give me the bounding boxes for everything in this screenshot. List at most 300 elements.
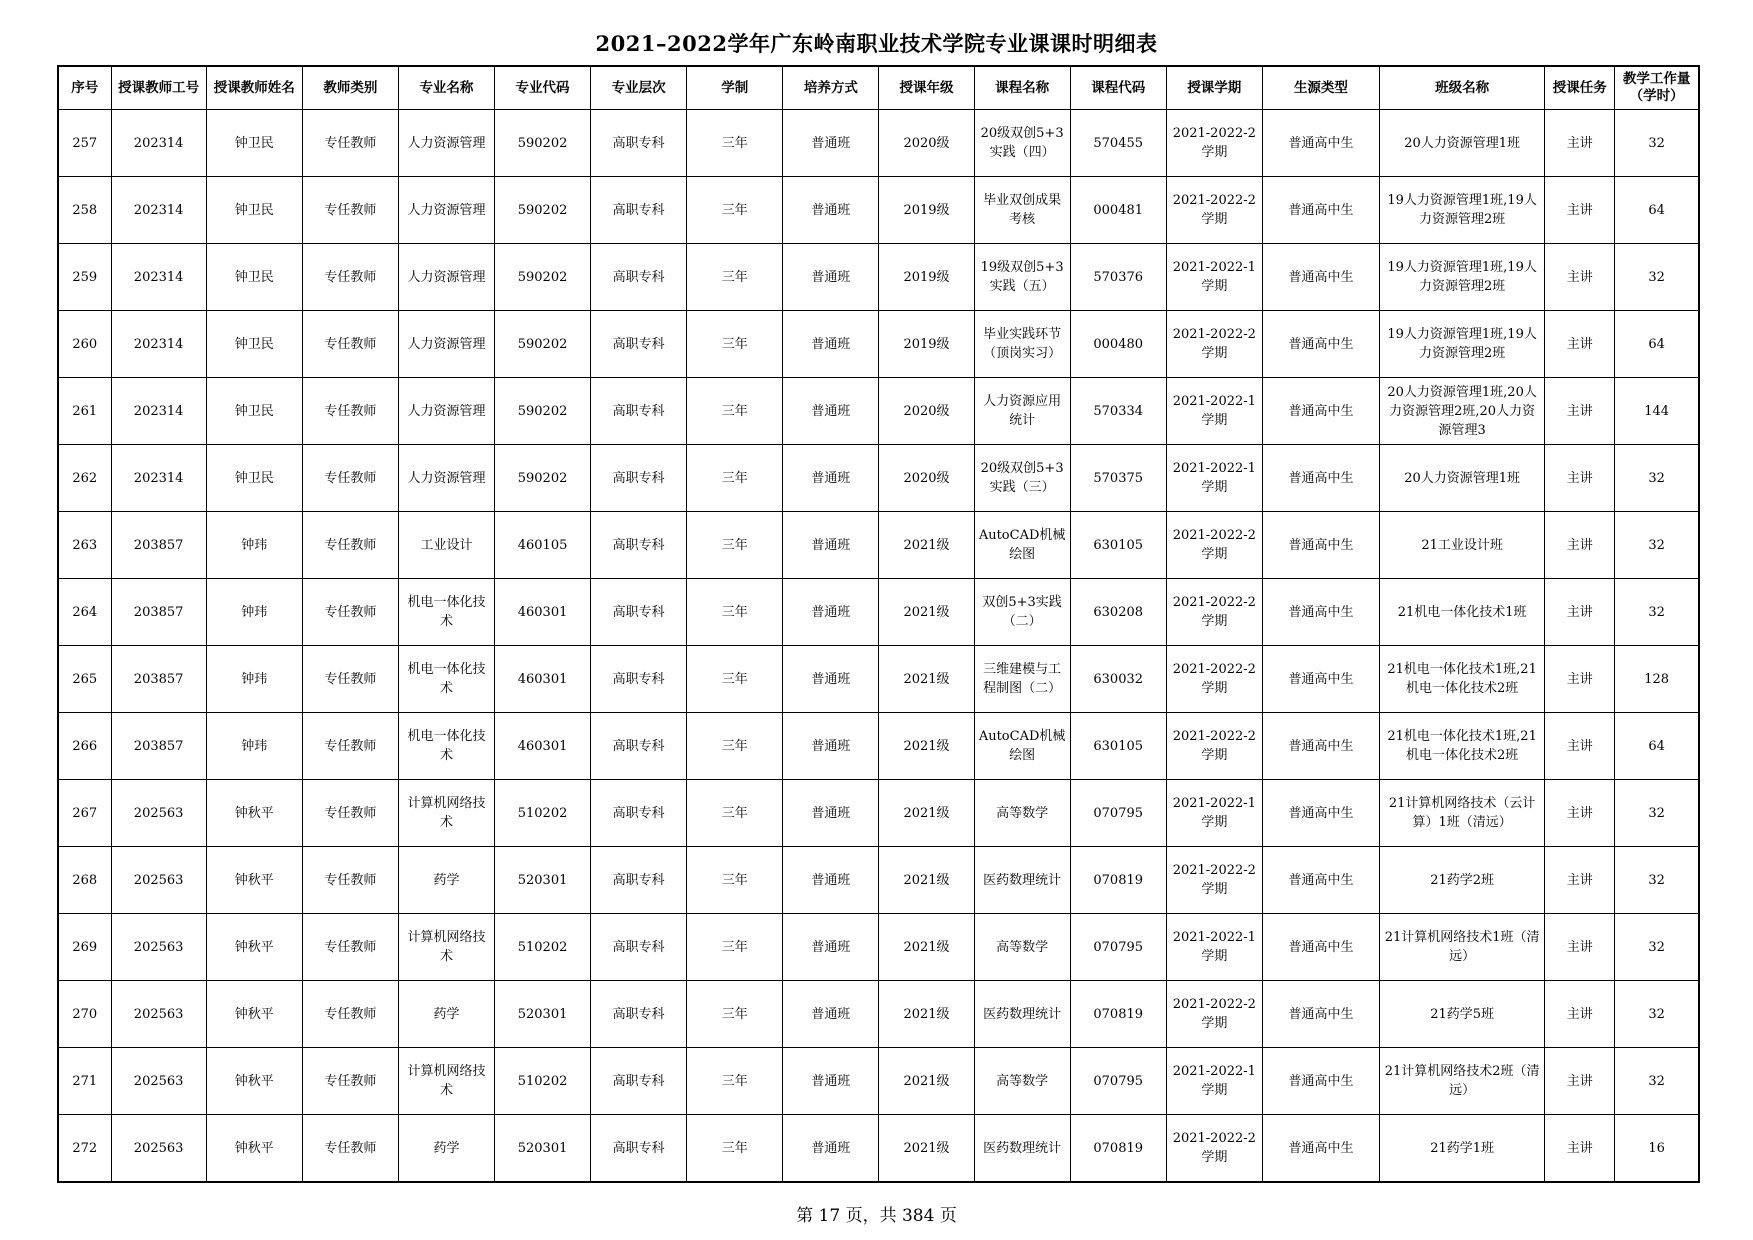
table-cell: 202314: [111, 378, 206, 445]
table-cell: 2021级: [879, 981, 974, 1048]
table-cell: 20人力资源管理1班: [1380, 110, 1545, 177]
table-cell: 主讲: [1545, 914, 1615, 981]
table-cell: 三年: [687, 713, 783, 780]
table-cell: 高职专科: [591, 512, 687, 579]
table-cell: 2021-2022-1学期: [1166, 1048, 1262, 1115]
table-cell: 2021-2022-1学期: [1166, 780, 1262, 847]
table-cell: 590202: [495, 378, 591, 445]
table-cell: 普通高中生: [1262, 177, 1379, 244]
table-cell: 主讲: [1545, 445, 1615, 512]
table-cell: 高职专科: [591, 579, 687, 646]
table-cell: 高职专科: [591, 713, 687, 780]
table-cell: 570334: [1070, 378, 1166, 445]
table-cell: 520301: [495, 1115, 591, 1183]
table-cell: 590202: [495, 311, 591, 378]
table-cell: 主讲: [1545, 579, 1615, 646]
table-cell: 265: [58, 646, 111, 713]
table-cell: 070819: [1070, 1115, 1166, 1183]
table-cell: 202314: [111, 244, 206, 311]
table-cell: 32: [1615, 847, 1699, 914]
column-header: 培养方式: [783, 66, 879, 110]
table-cell: 医药数理统计: [974, 1115, 1070, 1183]
table-cell: 202314: [111, 311, 206, 378]
table-cell: 2021-2022-2学期: [1166, 646, 1262, 713]
table-cell: 高等数学: [974, 780, 1070, 847]
column-header: 授课教师姓名: [206, 66, 302, 110]
table-cell: 人力资源应用统计: [974, 378, 1070, 445]
table-cell: 普通班: [783, 378, 879, 445]
table-cell: 21机电一体化技术1班,21机电一体化技术2班: [1380, 646, 1545, 713]
table-cell: 专任教师: [302, 713, 398, 780]
table-cell: 202563: [111, 847, 206, 914]
column-header: 班级名称: [1380, 66, 1545, 110]
table-cell: 460301: [495, 713, 591, 780]
table-cell: 钟秋平: [206, 1115, 302, 1183]
column-header: 授课任务: [1545, 66, 1615, 110]
table-cell: 19人力资源管理1班,19人力资源管理2班: [1380, 244, 1545, 311]
table-cell: 普通高中生: [1262, 981, 1379, 1048]
table-cell: 520301: [495, 847, 591, 914]
table-cell: 钟秋平: [206, 780, 302, 847]
table-cell: 高职专科: [591, 981, 687, 1048]
column-header: 授课学期: [1166, 66, 1262, 110]
table-cell: 专任教师: [302, 579, 398, 646]
table-cell: 2021-2022-2学期: [1166, 177, 1262, 244]
table-cell: 三年: [687, 646, 783, 713]
table-cell: 2021-2022-2学期: [1166, 311, 1262, 378]
table-header-row: [58, 66, 1699, 110]
table-cell: 2021-2022-2学期: [1166, 1115, 1262, 1183]
table-cell: 专任教师: [302, 177, 398, 244]
table-cell: 266: [58, 713, 111, 780]
table-cell: 259: [58, 244, 111, 311]
table-cell: 三年: [687, 445, 783, 512]
table-row: [58, 244, 1699, 311]
table-cell: 630105: [1070, 713, 1166, 780]
table-cell: 主讲: [1545, 713, 1615, 780]
table-row: [58, 512, 1699, 579]
table-cell: 普通班: [783, 512, 879, 579]
table-cell: 普通班: [783, 981, 879, 1048]
table-cell: 070819: [1070, 981, 1166, 1048]
table-cell: 2021级: [879, 579, 974, 646]
table-cell: 20级双创5+3实践（三）: [974, 445, 1070, 512]
table-cell: 普通班: [783, 914, 879, 981]
table-cell: 人力资源管理: [398, 177, 494, 244]
table-cell: 主讲: [1545, 780, 1615, 847]
table-cell: 21机电一体化技术1班,21机电一体化技术2班: [1380, 713, 1545, 780]
table-cell: 高职专科: [591, 110, 687, 177]
column-header: 课程名称: [974, 66, 1070, 110]
table-row: [58, 311, 1699, 378]
column-header: 授课教师工号: [111, 66, 206, 110]
table-cell: 专任教师: [302, 981, 398, 1048]
table-cell: 普通高中生: [1262, 646, 1379, 713]
table-cell: 2021-2022-2学期: [1166, 713, 1262, 780]
table-cell: 202563: [111, 914, 206, 981]
table-row: [58, 110, 1699, 177]
table-cell: 2020级: [879, 378, 974, 445]
table-cell: 202314: [111, 177, 206, 244]
table-cell: 260: [58, 311, 111, 378]
table-cell: 520301: [495, 981, 591, 1048]
table-cell: 主讲: [1545, 110, 1615, 177]
table-cell: 2021级: [879, 646, 974, 713]
table-row: [58, 780, 1699, 847]
table-cell: 计算机网络技术: [398, 780, 494, 847]
table-cell: 570455: [1070, 110, 1166, 177]
table-cell: 32: [1615, 244, 1699, 311]
table-row: [58, 177, 1699, 244]
table-cell: 2019级: [879, 244, 974, 311]
table-cell: 2021-2022-2学期: [1166, 110, 1262, 177]
table-cell: 460301: [495, 579, 591, 646]
table-cell: 2019级: [879, 311, 974, 378]
table-cell: 人力资源管理: [398, 311, 494, 378]
table-cell: 高职专科: [591, 378, 687, 445]
table-cell: AutoCAD机械绘图: [974, 713, 1070, 780]
table-cell: 钟卫民: [206, 110, 302, 177]
table-cell: 普通班: [783, 244, 879, 311]
table-cell: 264: [58, 579, 111, 646]
table-cell: 460105: [495, 512, 591, 579]
table-cell: 三年: [687, 512, 783, 579]
table-cell: 21药学2班: [1380, 847, 1545, 914]
table-cell: 高职专科: [591, 445, 687, 512]
table-cell: 三年: [687, 579, 783, 646]
table-row: [58, 914, 1699, 981]
table-cell: 2021-2022-1学期: [1166, 445, 1262, 512]
table-cell: 钟玮: [206, 579, 302, 646]
table-row: [58, 646, 1699, 713]
table-cell: 144: [1615, 378, 1699, 445]
table-cell: 2021级: [879, 713, 974, 780]
table-cell: 高职专科: [591, 914, 687, 981]
table-cell: 19级双创5+3实践（五）: [974, 244, 1070, 311]
table-cell: 21计算机网络技术2班（清远）: [1380, 1048, 1545, 1115]
table-row: [58, 981, 1699, 1048]
table-cell: 三年: [687, 110, 783, 177]
table-cell: 19人力资源管理1班,19人力资源管理2班: [1380, 311, 1545, 378]
table-cell: 钟卫民: [206, 378, 302, 445]
table-cell: 高职专科: [591, 847, 687, 914]
table-cell: 高职专科: [591, 780, 687, 847]
table-cell: 262: [58, 445, 111, 512]
table-cell: 三年: [687, 378, 783, 445]
table-cell: 000481: [1070, 177, 1166, 244]
table-cell: 主讲: [1545, 512, 1615, 579]
table-cell: 普通班: [783, 780, 879, 847]
table-cell: 257: [58, 110, 111, 177]
table-cell: 普通高中生: [1262, 512, 1379, 579]
table-cell: 203857: [111, 579, 206, 646]
table-cell: 三年: [687, 311, 783, 378]
table-cell: 2021-2022-2学期: [1166, 579, 1262, 646]
table-row: [58, 378, 1699, 445]
table-cell: 202563: [111, 1115, 206, 1183]
table-cell: 普通班: [783, 311, 879, 378]
table-cell: 钟秋平: [206, 847, 302, 914]
table-row: [58, 713, 1699, 780]
table-row: [58, 1048, 1699, 1115]
table-cell: 医药数理统计: [974, 981, 1070, 1048]
table-cell: 主讲: [1545, 847, 1615, 914]
table-cell: 钟卫民: [206, 445, 302, 512]
table-cell: AutoCAD机械绘图: [974, 512, 1070, 579]
table-cell: 510202: [495, 1048, 591, 1115]
table-cell: 203857: [111, 713, 206, 780]
table-cell: 普通班: [783, 579, 879, 646]
table-cell: 64: [1615, 177, 1699, 244]
table-cell: 三年: [687, 244, 783, 311]
table-cell: 计算机网络技术: [398, 914, 494, 981]
table-cell: 人力资源管理: [398, 445, 494, 512]
table-cell: 32: [1615, 981, 1699, 1048]
table-cell: 263: [58, 512, 111, 579]
table-cell: 21药学1班: [1380, 1115, 1545, 1183]
table-cell: 计算机网络技术: [398, 1048, 494, 1115]
document-title: 2021–2022学年广东岭南职业技术学院专业课课时明细表: [595, 31, 1158, 56]
table-cell: 20级双创5+3实践（四）: [974, 110, 1070, 177]
table-cell: 普通高中生: [1262, 713, 1379, 780]
table-cell: 590202: [495, 110, 591, 177]
table-cell: 2021-2022-2学期: [1166, 981, 1262, 1048]
table-cell: 32: [1615, 110, 1699, 177]
table-cell: 三年: [687, 1048, 783, 1115]
column-header: 专业层次: [591, 66, 687, 110]
table-cell: 钟秋平: [206, 1048, 302, 1115]
table-cell: 普通班: [783, 847, 879, 914]
table-cell: 2021-2022-1学期: [1166, 244, 1262, 311]
table-cell: 21机电一体化技术1班: [1380, 579, 1545, 646]
table-cell: 高等数学: [974, 1048, 1070, 1115]
table-cell: 钟玮: [206, 713, 302, 780]
table-cell: 医药数理统计: [974, 847, 1070, 914]
table-cell: 2021级: [879, 914, 974, 981]
table-cell: 普通高中生: [1262, 1048, 1379, 1115]
table-cell: 三年: [687, 177, 783, 244]
table-cell: 570376: [1070, 244, 1166, 311]
table-cell: 070795: [1070, 780, 1166, 847]
table-cell: 32: [1615, 1048, 1699, 1115]
table-cell: 三年: [687, 847, 783, 914]
table-cell: 三维建模与工程制图（二）: [974, 646, 1070, 713]
table-cell: 20人力资源管理1班: [1380, 445, 1545, 512]
table-cell: 专任教师: [302, 311, 398, 378]
table-cell: 272: [58, 1115, 111, 1183]
table-cell: 普通高中生: [1262, 914, 1379, 981]
table-cell: 32: [1615, 914, 1699, 981]
table-cell: 主讲: [1545, 378, 1615, 445]
table-cell: 000480: [1070, 311, 1166, 378]
table-cell: 主讲: [1545, 646, 1615, 713]
table-cell: 三年: [687, 1115, 783, 1183]
course-hours-table: [57, 65, 1700, 1183]
table-cell: 258: [58, 177, 111, 244]
table-cell: 203857: [111, 512, 206, 579]
table-cell: 21计算机网络技术（云计算）1班（清远）: [1380, 780, 1545, 847]
table-cell: 专任教师: [302, 378, 398, 445]
table-row: [58, 579, 1699, 646]
table-cell: 2021-2022-2学期: [1166, 512, 1262, 579]
table-cell: 202563: [111, 780, 206, 847]
column-header: 序号: [58, 66, 111, 110]
table-cell: 普通高中生: [1262, 579, 1379, 646]
table-cell: 专任教师: [302, 1048, 398, 1115]
table-cell: 专任教师: [302, 445, 398, 512]
table-cell: 510202: [495, 780, 591, 847]
table-cell: 专任教师: [302, 646, 398, 713]
table-cell: 2021级: [879, 847, 974, 914]
column-header: 生源类型: [1262, 66, 1379, 110]
table-cell: 32: [1615, 512, 1699, 579]
table-cell: 药学: [398, 981, 494, 1048]
table-cell: 630032: [1070, 646, 1166, 713]
table-cell: 32: [1615, 579, 1699, 646]
table-cell: 270: [58, 981, 111, 1048]
table-cell: 2021-2022-1学期: [1166, 378, 1262, 445]
table-cell: 普通高中生: [1262, 780, 1379, 847]
table-cell: 630208: [1070, 579, 1166, 646]
table-cell: 钟卫民: [206, 244, 302, 311]
table-cell: 钟秋平: [206, 981, 302, 1048]
table-cell: 32: [1615, 780, 1699, 847]
table-cell: 普通高中生: [1262, 311, 1379, 378]
table-cell: 510202: [495, 914, 591, 981]
table-cell: 2020级: [879, 445, 974, 512]
table-cell: 专任教师: [302, 780, 398, 847]
table-cell: 主讲: [1545, 981, 1615, 1048]
table-cell: 主讲: [1545, 1115, 1615, 1183]
table-cell: 工业设计: [398, 512, 494, 579]
table-cell: 钟卫民: [206, 177, 302, 244]
table-cell: 普通高中生: [1262, 445, 1379, 512]
table-cell: 高职专科: [591, 244, 687, 311]
table-cell: 202314: [111, 110, 206, 177]
table-cell: 普通班: [783, 110, 879, 177]
table-cell: 钟秋平: [206, 914, 302, 981]
table-cell: 高职专科: [591, 1115, 687, 1183]
table-cell: 570375: [1070, 445, 1166, 512]
table-cell: 2019级: [879, 177, 974, 244]
column-header: 课程代码: [1070, 66, 1166, 110]
table-cell: 专任教师: [302, 847, 398, 914]
table-cell: 普通班: [783, 445, 879, 512]
table-cell: 070795: [1070, 914, 1166, 981]
table-cell: 2021级: [879, 512, 974, 579]
table-cell: 主讲: [1545, 1048, 1615, 1115]
table-cell: 64: [1615, 311, 1699, 378]
column-header: 专业名称: [398, 66, 494, 110]
table-cell: 202563: [111, 1048, 206, 1115]
table-cell: 专任教师: [302, 110, 398, 177]
table-cell: 590202: [495, 445, 591, 512]
table-cell: 630105: [1070, 512, 1166, 579]
table-cell: 203857: [111, 646, 206, 713]
table-cell: 高职专科: [591, 177, 687, 244]
table-cell: 机电一体化技术: [398, 579, 494, 646]
table-row: [58, 445, 1699, 512]
table-cell: 20人力资源管理1班,20人力资源管理2班,20人力资源管理3: [1380, 378, 1545, 445]
table-cell: 普通高中生: [1262, 110, 1379, 177]
table-cell: 钟卫民: [206, 311, 302, 378]
table-cell: 钟玮: [206, 512, 302, 579]
table-cell: 202314: [111, 445, 206, 512]
table-cell: 普通班: [783, 1048, 879, 1115]
table-cell: 267: [58, 780, 111, 847]
table-cell: 高等数学: [974, 914, 1070, 981]
table-cell: 271: [58, 1048, 111, 1115]
table-cell: 药学: [398, 1115, 494, 1183]
table-cell: 070819: [1070, 847, 1166, 914]
table-cell: 普通班: [783, 646, 879, 713]
table-cell: 590202: [495, 177, 591, 244]
column-header: 教师类别: [302, 66, 398, 110]
table-cell: 主讲: [1545, 177, 1615, 244]
table-cell: 269: [58, 914, 111, 981]
table-cell: 毕业双创成果考核: [974, 177, 1070, 244]
table-cell: 普通高中生: [1262, 847, 1379, 914]
column-header: 专业代码: [495, 66, 591, 110]
table-cell: 128: [1615, 646, 1699, 713]
table-cell: 高职专科: [591, 311, 687, 378]
table-cell: 普通班: [783, 177, 879, 244]
table-cell: 2021级: [879, 1048, 974, 1115]
table-cell: 专任教师: [302, 914, 398, 981]
table-cell: 专任教师: [302, 1115, 398, 1183]
table-cell: 双创5+3实践（二）: [974, 579, 1070, 646]
table-cell: 普通高中生: [1262, 244, 1379, 311]
table-cell: 高职专科: [591, 1048, 687, 1115]
table-cell: 460301: [495, 646, 591, 713]
table-cell: 药学: [398, 847, 494, 914]
table-cell: 16: [1615, 1115, 1699, 1183]
table-cell: 070795: [1070, 1048, 1166, 1115]
table-cell: 毕业实践环节（顶岗实习）: [974, 311, 1070, 378]
table-cell: 21药学5班: [1380, 981, 1545, 1048]
table-row: [58, 1115, 1699, 1183]
table-cell: 人力资源管理: [398, 244, 494, 311]
table-cell: 21计算机网络技术1班（清远）: [1380, 914, 1545, 981]
table-cell: 主讲: [1545, 244, 1615, 311]
table-cell: 高职专科: [591, 646, 687, 713]
table-cell: 人力资源管理: [398, 110, 494, 177]
table-cell: 机电一体化技术: [398, 713, 494, 780]
table-cell: 普通班: [783, 713, 879, 780]
table-cell: 19人力资源管理1班,19人力资源管理2班: [1380, 177, 1545, 244]
table-row: [58, 847, 1699, 914]
table-cell: 268: [58, 847, 111, 914]
page-footer: 第 17 页，共 384 页: [796, 1206, 957, 1226]
column-header: 教学工作量（学时）: [1615, 66, 1699, 110]
table-cell: 三年: [687, 914, 783, 981]
table-cell: 三年: [687, 780, 783, 847]
column-header: 授课年级: [879, 66, 974, 110]
table-cell: 2021级: [879, 1115, 974, 1183]
table-cell: 202563: [111, 981, 206, 1048]
table-cell: 专任教师: [302, 512, 398, 579]
table-cell: 普通班: [783, 1115, 879, 1183]
table-cell: 专任教师: [302, 244, 398, 311]
column-header: 学制: [687, 66, 783, 110]
table-cell: 三年: [687, 981, 783, 1048]
table-cell: 人力资源管理: [398, 378, 494, 445]
table-cell: 590202: [495, 244, 591, 311]
table-cell: 261: [58, 378, 111, 445]
table-cell: 普通高中生: [1262, 378, 1379, 445]
table-cell: 主讲: [1545, 311, 1615, 378]
table-cell: 普通高中生: [1262, 1115, 1379, 1183]
